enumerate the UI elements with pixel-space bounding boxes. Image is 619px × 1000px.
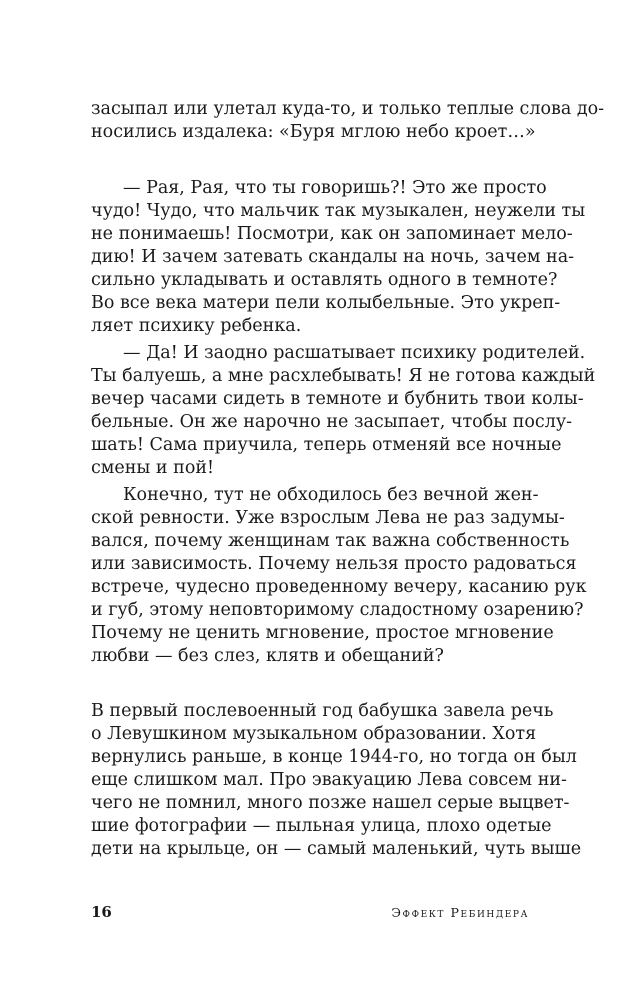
text-line: Конечно, тут не обходилось без вечной жен- xyxy=(123,485,539,505)
text-line: вечер часами сидеть в темноте и бубнить твои колы- xyxy=(91,389,584,409)
text-line: и губ, этому неповторимому сладостному озарению? xyxy=(91,600,584,620)
text-line: не понимаешь! Посмотри, как он запоминает мело- xyxy=(91,224,573,244)
text-line: Во все века матери пели колыбельные. Это укреп- xyxy=(91,293,561,313)
text-line: чудо! Чудо, что мальчик так музыкален, неужели ты xyxy=(91,201,586,221)
text-line: шие фотографии — пыльная улица, плохо одетые xyxy=(91,816,552,836)
text-line: Ты балуешь, а мне расхлебывать! Я не готова каждый xyxy=(91,366,596,386)
text-line: о Левушкином музыкальном образовании. Хотя xyxy=(91,724,537,744)
text-line: — Рая, Рая, что ты говоришь?! Это же просто xyxy=(123,178,547,198)
text-line: дию! И зачем затевать скандалы на ночь, зачем на- xyxy=(91,247,575,267)
text-line: засыпал или улетал куда-то, и только теплые слова до- xyxy=(91,99,605,119)
running-title: Эффект Ребиндера xyxy=(391,905,529,920)
text-line: встрече, чудесно проведенному вечеру, касанию рук xyxy=(91,577,587,597)
text-line: шать! Сама приучила, теперь отменяй все ночные xyxy=(91,435,562,455)
text-line: ляет психику ребенка. xyxy=(91,316,302,336)
text-line: бельные. Он же нарочно не засыпает, чтобы послу- xyxy=(91,412,573,432)
text-line: дети на крыльце, он — самый маленький, чуть выше xyxy=(91,839,582,859)
text-line: смены и пой! xyxy=(91,458,215,478)
text-line: В первый послевоенный год бабушка завела речь xyxy=(91,701,554,721)
text-line: сильно укладывать и оставлять одного в темноте? xyxy=(91,270,558,290)
text-line: ской ревности. Уже взрослым Лева не раз задумы- xyxy=(91,508,565,528)
page-number: 16 xyxy=(91,903,112,921)
text-line: любви — без слез, клятв и обещаний? xyxy=(91,646,444,666)
text-line: Почему не ценить мгновение, простое мгновение xyxy=(91,623,554,643)
text-line: еще слишком мал. Про эвакуацию Лева совсем ни- xyxy=(91,770,567,790)
text-line: — Да! И заодно расшатывает психику родителей. xyxy=(123,343,586,363)
text-line: или зависимость. Почему нельзя просто радоваться xyxy=(91,554,577,574)
text-line: чего не помнил, много позже нашел серые выцвет- xyxy=(91,793,570,813)
text-line: вернулись раньше, в конце 1944-го, но тогда он был xyxy=(91,747,577,767)
text-line: носились издалека: «Буря мглою небо кроет…» xyxy=(91,122,536,142)
text-line: вался, почему женщинам так важна собственность xyxy=(91,531,570,551)
